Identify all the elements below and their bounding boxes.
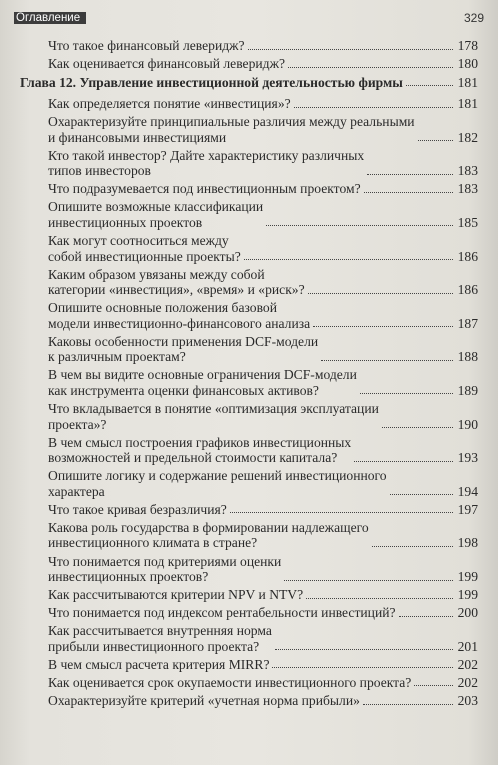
toc-entry-line: Как оценивается срок окупаемости инвестиционного проекта?: [48, 674, 412, 690]
toc-entry-line: инвестиционных проектов: [48, 214, 203, 230]
toc-entry-title: [48, 367, 357, 398]
toc-entry[interactable]: [20, 56, 478, 72]
toc-entry-line: категории «инвестиция», «время» и «риск»?: [48, 282, 305, 298]
toc-entry-line: модели инвестиционно-финансового анализа: [48, 315, 311, 331]
toc-entry-title: [48, 401, 379, 432]
toc-entry[interactable]: [20, 38, 478, 54]
toc-entry-page: 198: [457, 535, 478, 551]
dot-leader: [294, 107, 453, 108]
toc-entry-line: Что подразумевается под инвестиционным проектом?: [48, 181, 361, 197]
toc-entry-page: 180: [457, 56, 478, 72]
toc-entry-line: Как могут соотноситься между: [48, 233, 229, 249]
toc-entry-page: 200: [457, 605, 478, 621]
toc-entry-line: Как рассчитываются критерии NPV и NTV?: [48, 587, 304, 603]
toc-entry-title: [48, 38, 245, 54]
toc-entry-line: Что такое финансовый леверидж?: [48, 38, 245, 53]
toc-entry[interactable]: [20, 554, 478, 585]
toc-entry-page: 190: [457, 416, 478, 432]
toc-entry-title: [48, 605, 396, 621]
dot-leader: [406, 85, 453, 86]
toc-entry-title: [48, 623, 272, 654]
toc-entry[interactable]: [20, 300, 478, 331]
dot-leader: [288, 67, 453, 68]
dot-leader: [360, 393, 453, 394]
toc-entry[interactable]: [20, 675, 478, 691]
dot-leader: [230, 512, 453, 513]
toc-entry-title: [48, 300, 310, 331]
toc-entry-page: 193: [457, 450, 478, 466]
toc-entry-page: 194: [457, 483, 478, 499]
toc-entry-title: [48, 554, 281, 585]
toc-entry[interactable]: [20, 267, 478, 298]
toc-entry-page: 182: [457, 129, 478, 145]
toc-entry-line: Опишите основные положения базовой: [48, 300, 277, 316]
toc-entry-line: характера: [48, 483, 105, 499]
toc-entry-page: 181: [457, 74, 478, 90]
dot-leader: [399, 616, 453, 617]
toc-entry-page: 186: [457, 282, 478, 298]
toc-entry-line: В чем смысл расчета критерия MIRR?: [48, 656, 270, 672]
toc-entry-line: Что понимается под критериями оценки: [48, 553, 282, 569]
toc-entry-page: 202: [457, 674, 478, 690]
toc-entry-line: к различным проектам?: [48, 349, 186, 365]
toc-entry-line: Охарактеризуйте принципиальные различия между реальными: [48, 114, 415, 130]
toc-entry-line: Опишите возможные классификации: [48, 199, 264, 215]
toc-entry[interactable]: [20, 148, 478, 179]
toc-entry-title: [48, 693, 360, 709]
table-of-contents: [20, 38, 478, 711]
dot-leader: [363, 704, 453, 705]
toc-entry[interactable]: [20, 657, 478, 673]
dot-leader: [248, 49, 453, 50]
toc-entry-line: Как рассчитывается внутренняя норма: [48, 623, 272, 639]
running-header: [14, 0, 484, 24]
dot-leader: [272, 667, 453, 668]
toc-entry-line: Охарактеризуйте критерий «учетная норма прибыли»: [48, 693, 360, 709]
toc-entry-title: [48, 675, 411, 691]
toc-chapter-entry[interactable]: [20, 75, 478, 91]
toc-entry[interactable]: [20, 114, 478, 145]
toc-entry-title: [48, 520, 369, 551]
dot-leader: [354, 461, 453, 462]
toc-entry-title: [48, 502, 227, 518]
dot-leader: [418, 140, 453, 141]
toc-entry-page: 183: [457, 181, 478, 197]
toc-entry-page: 178: [457, 38, 478, 53]
toc-entry-line: собой инвестиционные проекты?: [48, 248, 241, 264]
toc-entry-line: В чем смысл построения графиков инвестиционных: [48, 434, 352, 450]
toc-entry-title: [20, 75, 403, 91]
toc-entry-line: проекта»?: [48, 416, 107, 432]
toc-entry-line: Что понимается под индексом рентабельности инвестиций?: [48, 605, 396, 621]
toc-entry-page: 185: [457, 214, 478, 230]
toc-entry-line: Какова роль государства в формировании надлежащего: [48, 519, 369, 535]
toc-entry-line: Каковы особенности применения DCF-модели: [48, 333, 319, 349]
toc-entry-page: 203: [457, 693, 478, 709]
dot-leader: [275, 649, 453, 650]
toc-entry[interactable]: [20, 199, 478, 230]
toc-entry-line: Каким образом увязаны между собой: [48, 266, 265, 282]
toc-entry-page: 202: [457, 656, 478, 672]
toc-entry-line: Глава 12. Управление инвестиционной деятельностью фирмы: [20, 74, 403, 90]
dot-leader: [372, 546, 453, 547]
toc-entry-title: [48, 148, 364, 179]
toc-entry[interactable]: [20, 587, 478, 603]
toc-entry-line: Что вкладывается в понятие «оптимизация эксплуатации: [48, 401, 379, 417]
toc-entry-line: Опишите логику и содержание решений инвестиционного: [48, 468, 387, 484]
toc-entry-line: инвестиционного климата в стране?: [48, 535, 258, 551]
toc-entry-line: Как оценивается финансовый леверидж?: [48, 56, 286, 72]
dot-leader: [364, 192, 453, 193]
dot-leader: [382, 427, 453, 428]
toc-entry-page: 189: [457, 382, 478, 398]
dot-leader: [266, 225, 453, 226]
toc-entry-line: Что такое кривая безразличия?: [48, 501, 227, 517]
dot-leader: [313, 326, 453, 327]
toc-entry-title: [48, 435, 351, 466]
dot-leader: [367, 174, 453, 175]
dot-leader: [414, 685, 453, 686]
toc-entry-line: прибыли инвестиционного проекта?: [48, 638, 260, 654]
toc-entry[interactable]: [20, 435, 478, 466]
toc-entry[interactable]: [20, 468, 478, 499]
toc-entry-title: [48, 56, 285, 72]
toc-entry[interactable]: [20, 502, 478, 518]
toc-entry-page: 183: [457, 163, 478, 179]
dot-leader: [284, 580, 453, 581]
toc-entry-title: [48, 96, 291, 112]
toc-entry-title: [48, 587, 303, 603]
dot-leader: [244, 259, 453, 260]
toc-entry-page: 199: [457, 587, 478, 603]
toc-entry[interactable]: [20, 520, 478, 551]
toc-entry-title: [48, 468, 387, 499]
toc-entry-page: 186: [457, 248, 478, 264]
toc-entry-page: 201: [457, 638, 478, 654]
toc-entry-title: [48, 114, 415, 145]
toc-entry[interactable]: [20, 623, 478, 654]
header-page-number: 329: [463, 11, 484, 25]
dot-leader: [390, 494, 453, 495]
toc-entry[interactable]: [20, 233, 478, 264]
toc-entry-line: В чем вы видите основные ограничения DCF-модели: [48, 367, 357, 383]
toc-entry-title: [48, 657, 269, 673]
toc-entry[interactable]: [20, 605, 478, 621]
toc-entry-line: и финансовыми инвестициями: [48, 129, 227, 145]
toc-entry[interactable]: [20, 401, 478, 432]
toc-entry-title: [48, 267, 305, 298]
dot-leader: [306, 598, 453, 599]
dot-leader: [308, 293, 453, 294]
dot-leader: [321, 360, 453, 361]
toc-entry-page: 197: [457, 501, 478, 517]
toc-entry[interactable]: [20, 181, 478, 197]
toc-entry[interactable]: [20, 96, 478, 112]
header-title: Оглавление: [14, 12, 86, 24]
toc-entry-line: возможностей и предельной стоимости капитала?: [48, 450, 338, 466]
toc-entry-title: [48, 334, 318, 365]
toc-entry-title: [48, 233, 241, 264]
toc-entry[interactable]: [20, 334, 478, 365]
toc-entry[interactable]: [20, 693, 478, 709]
toc-entry-line: как инструмента оценки финансовых активов?: [48, 382, 319, 398]
toc-entry-line: Кто такой инвестор? Дайте характеристику различных: [48, 147, 365, 163]
toc-entry-page: 181: [457, 96, 478, 112]
toc-entry-line: инвестиционных проектов?: [48, 569, 209, 584]
toc-entry-title: [48, 181, 361, 197]
toc-entry-line: Как определяется понятие «инвестиция»?: [48, 96, 291, 112]
toc-entry-page: 188: [457, 349, 478, 365]
toc-entry[interactable]: [20, 367, 478, 398]
toc-entry-line: типов инвесторов: [48, 163, 151, 179]
toc-entry-page: 187: [457, 315, 478, 331]
toc-entry-title: [48, 199, 263, 230]
toc-entry-page: 199: [457, 569, 478, 584]
